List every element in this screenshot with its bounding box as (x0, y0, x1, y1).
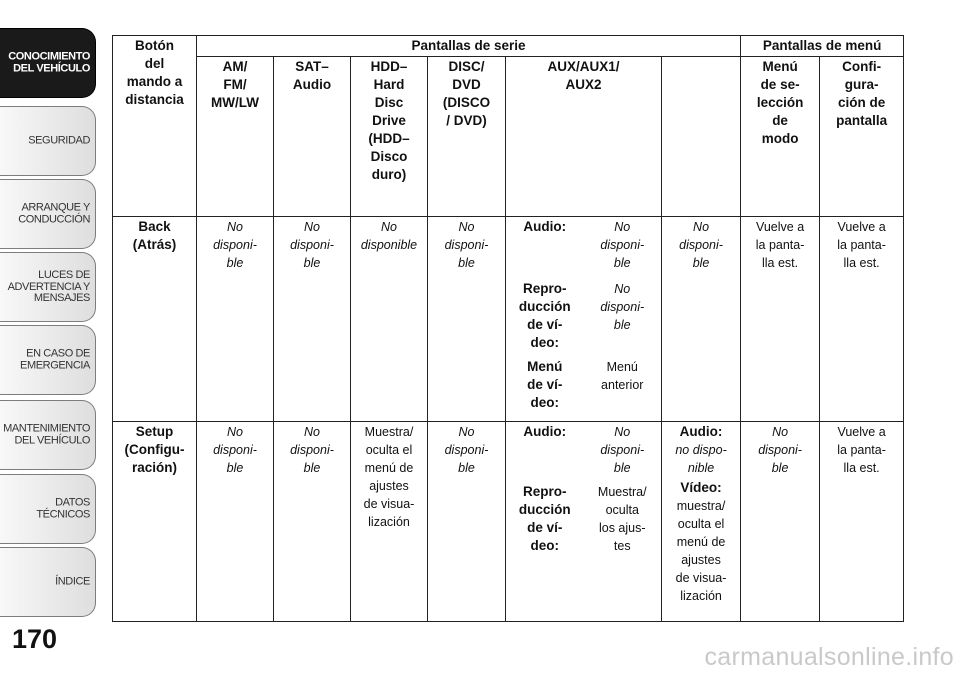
tab-label: ÍNDICE (55, 575, 90, 588)
header-hdd: HDD– Hard Disc Drive (HDD– Disco duro) (351, 57, 428, 217)
cell: No disponi- ble (197, 217, 274, 422)
tab-label: ARRANQUE Y CONDUCCIÓN (18, 201, 90, 225)
value: No disponi- ble (600, 425, 645, 475)
cell: No disponi- ble (274, 217, 351, 422)
tab-label: EN CASO DE EMERGENCIA (20, 347, 90, 371)
label: Menú de ví- deo: (527, 359, 563, 410)
tab-datos[interactable] (0, 474, 96, 544)
remote-buttons-table (112, 35, 904, 622)
row-button-setup: Setup (Configu- ración) (113, 422, 197, 622)
tab-conocimiento[interactable] (0, 28, 96, 98)
tab-label: CONOCIMIENTO DEL VEHÍCULO (8, 50, 90, 74)
cell: No disponible (351, 217, 428, 422)
aux-labels (506, 217, 584, 422)
header-sat: SAT– Audio (274, 57, 351, 217)
value: no dispo- nible (675, 443, 727, 475)
page-number: 170 (12, 624, 58, 654)
tab-arranque[interactable] (0, 179, 96, 249)
cell: Vuelve a la panta- lla est. (741, 217, 820, 422)
tab-label: LUCES DE ADVERTENCIA Y MENSAJES (7, 268, 90, 304)
cell: Vuelve a la panta- lla est. (820, 217, 904, 422)
tab-label: SEGURIDAD (28, 134, 90, 147)
cell: No disponi- ble (662, 217, 741, 422)
watermark: carmanualsonline.info (704, 643, 954, 671)
extra-cell (662, 422, 741, 622)
header-am: AM/ FM/ MW/LW (197, 57, 274, 217)
tab-mantenimiento[interactable] (0, 400, 96, 470)
cell: Muestra/ oculta el menú de ajustes de visua- lización (351, 422, 428, 622)
tab-luces[interactable] (0, 252, 96, 322)
value: muestra/ oculta el menú de ajustes de visua- lización (675, 499, 727, 603)
cell: No disponi- ble (741, 422, 820, 622)
tab-seguridad[interactable] (0, 106, 96, 176)
tab-indice[interactable] (0, 547, 96, 617)
aux-values (584, 217, 662, 422)
header-disc: DISC/ DVD (DISCO / DVD) (428, 57, 506, 217)
cell: Vuelve a la panta- lla est. (820, 422, 904, 622)
label: Repro- ducción de ví- deo: (518, 281, 571, 350)
tab-label: DATOS TÉCNICOS (36, 496, 90, 520)
value: No disponi- ble (600, 220, 645, 270)
cell: No disponi- ble (428, 422, 506, 622)
tab-label: MANTENIMIENTO DEL VEHÍCULO (3, 422, 90, 446)
header-group-menu: Pantallas de menú (741, 36, 904, 57)
aux-values (584, 422, 662, 622)
label: Audio: (523, 219, 567, 234)
label: Repro- ducción de ví- deo: (518, 484, 571, 553)
header-aux: AUX/AUX1/ AUX2 (506, 57, 662, 217)
value: Muestra/ oculta los ajus- tes (597, 485, 647, 553)
table-row (113, 422, 904, 622)
label: Audio: (523, 424, 567, 439)
row-button-back: Back (Atrás) (113, 217, 197, 422)
header-group-series: Pantallas de serie (197, 36, 741, 57)
label: Audio: (679, 424, 723, 439)
header-button: Botón del mando a distancia (113, 36, 197, 217)
value: No disponi- ble (600, 282, 645, 332)
header-empty (662, 57, 741, 217)
header-menu-mode: Menú de se- lección de modo (741, 57, 820, 217)
value: Menú anterior (601, 360, 644, 392)
header-config: Confi- gura- ción de pantalla (820, 57, 904, 217)
label: Vídeo: (680, 480, 722, 495)
tab-emergencia[interactable] (0, 325, 96, 395)
cell: No disponi- ble (428, 217, 506, 422)
table-row (113, 217, 904, 422)
cell: No disponi- ble (274, 422, 351, 622)
cell: No disponi- ble (197, 422, 274, 622)
aux-labels (506, 422, 584, 622)
